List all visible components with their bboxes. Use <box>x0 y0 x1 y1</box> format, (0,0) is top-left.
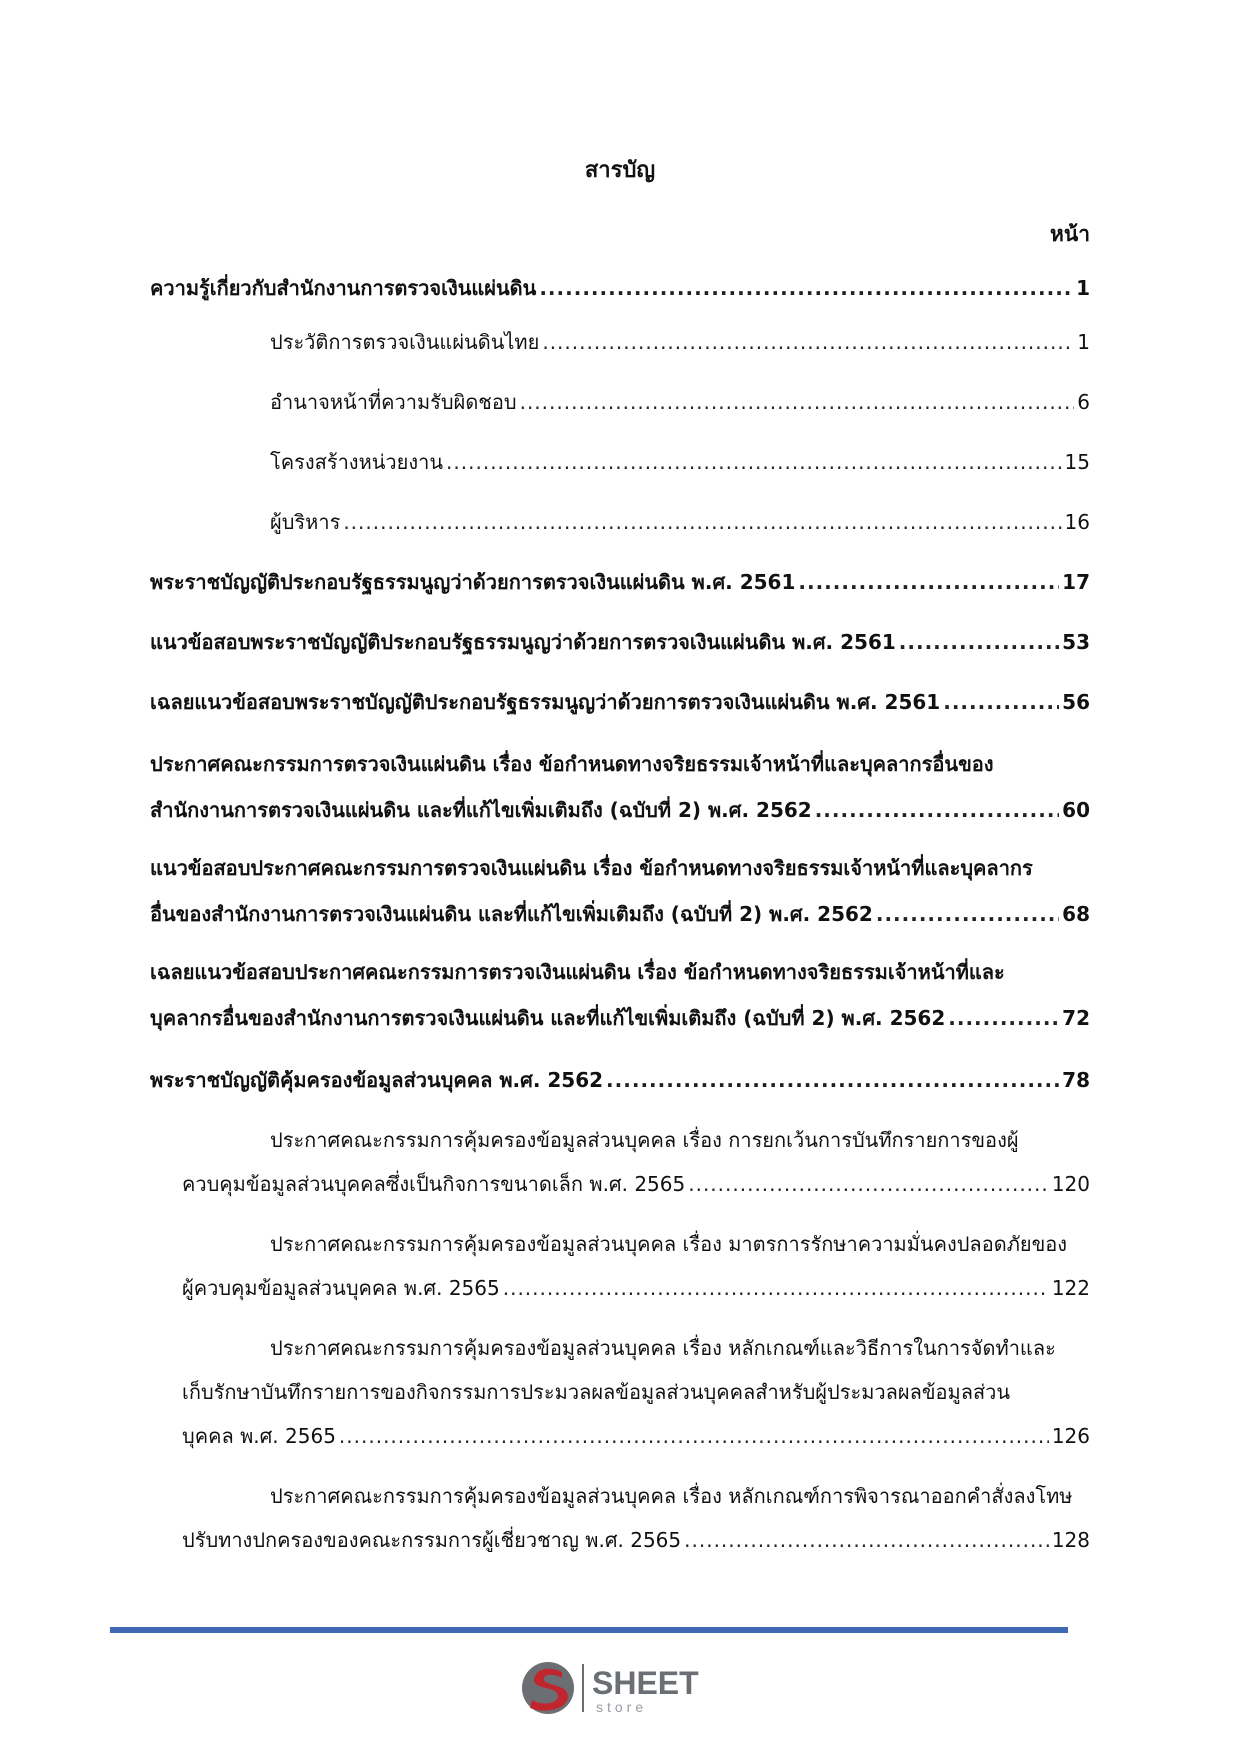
toc-entry[interactable] <box>150 752 1090 850</box>
toc-entry-page: 15 <box>1064 450 1090 474</box>
toc-entry-title: ประกาศคณะกรรมการคุ้มครองข้อมูลส่วนบุคคล เรื่อง การยกเว้นการบันทึกรายการของผู้ <box>270 1128 1019 1152</box>
toc-entry-page: 72 <box>1062 1006 1090 1030</box>
toc-subentry[interactable] <box>150 330 1090 382</box>
leader-dots <box>339 1424 1049 1448</box>
toc-entry-title-cont: ผู้ควบคุมข้อมูลส่วนบุคคล พ.ศ. 2565 <box>182 1276 500 1300</box>
leader-dots <box>343 510 1061 534</box>
sheet-store-logo <box>518 1658 728 1718</box>
toc-entry[interactable] <box>150 276 1090 328</box>
toc-entry-page: 56 <box>1062 690 1090 714</box>
page-column-header: หน้า <box>1050 222 1090 246</box>
toc-subentry[interactable] <box>150 1336 1090 1476</box>
leader-dots <box>684 1528 1049 1552</box>
logo-text: SHEET <box>592 1665 699 1701</box>
toc-entry-title: ประกาศคณะกรรมการคุ้มครองข้อมูลส่วนบุคคล เรื่อง หลักเกณฑ์และวิธีการในการจัดทำและ <box>270 1336 1056 1360</box>
toc-entry-page: 53 <box>1062 630 1090 654</box>
toc-subentry[interactable] <box>150 390 1090 442</box>
toc-subentry[interactable] <box>150 450 1090 502</box>
toc-entry[interactable] <box>150 570 1090 622</box>
toc-subentry[interactable] <box>150 510 1090 562</box>
toc-entry-page: 128 <box>1051 1528 1090 1552</box>
toc-entry-title: ผู้บริหาร <box>270 510 341 534</box>
toc-entry-title: แนวข้อสอบประกาศคณะกรรมการตรวจเงินแผ่นดิน เรื่อง ข้อกำหนดทางจริยธรรมเจ้าหน้าที่และบุคลากร <box>150 856 1033 880</box>
toc-entry-page: 68 <box>1062 902 1090 926</box>
leader-dots <box>876 902 1059 926</box>
toc-entry-title-cont: บุคลากรอื่นของสำนักงานการตรวจเงินแผ่นดิน และที่แก้ไขเพิ่มเติมถึง (ฉบับที่ 2) พ.ศ. 2562 <box>150 1006 946 1030</box>
toc-entry-page: 60 <box>1062 798 1090 822</box>
toc-entry-page: 126 <box>1051 1424 1090 1448</box>
toc-subentry[interactable] <box>150 1232 1090 1328</box>
toc-entry-title: ประกาศคณะกรรมการคุ้มครองข้อมูลส่วนบุคคล เรื่อง มาตรการรักษาความมั่นคงปลอดภัยของ <box>270 1232 1068 1256</box>
toc-entry-title-cont: อื่นของสำนักงานการตรวจเงินแผ่นดิน และที่แก้ไขเพิ่มเติมถึง (ฉบับที่ 2) พ.ศ. 2562 <box>150 902 873 926</box>
toc-entry-title: ประกาศคณะกรรมการคุ้มครองข้อมูลส่วนบุคคล เรื่อง หลักเกณฑ์การพิจารณาออกคำสั่งลงโทษ <box>270 1484 1073 1508</box>
leader-dots <box>798 570 1059 594</box>
toc-entry-page: 122 <box>1051 1276 1090 1300</box>
toc-entry[interactable] <box>150 856 1090 954</box>
toc-subentry[interactable] <box>150 1484 1090 1580</box>
toc-entry-page: 1 <box>1076 276 1090 300</box>
toc-entry-page: 78 <box>1062 1068 1090 1092</box>
leader-dots <box>899 630 1059 654</box>
toc-entry-page: 6 <box>1077 390 1090 414</box>
leader-dots <box>542 330 1074 354</box>
toc-entry-title: โครงสร้างหน่วยงาน <box>270 450 444 474</box>
toc-entry[interactable] <box>150 690 1090 742</box>
toc-entry-title: ความรู้เกี่ยวกับสำนักงานการตรวจเงินแผ่นดิน <box>150 276 537 300</box>
page-title: สารบัญ <box>584 158 656 183</box>
logo-subtext: store <box>596 1699 648 1715</box>
toc-entry-title-cont: เก็บรักษาบันทึกรายการของกิจกรรมการประมวลผลข้อมูลส่วนบุคคลสำหรับผู้ประมวลผลข้อมูลส่วน <box>182 1380 1011 1404</box>
leader-dots <box>503 1276 1049 1300</box>
toc-entry-page: 17 <box>1062 570 1090 594</box>
leader-dots <box>815 798 1059 822</box>
leader-dots <box>948 1006 1059 1030</box>
toc-subentry[interactable] <box>150 1128 1090 1224</box>
toc-entry[interactable] <box>150 630 1090 682</box>
toc-entry-page: 120 <box>1051 1172 1090 1196</box>
toc-entry-title: แนวข้อสอบพระราชบัญญัติประกอบรัฐธรรมนูญว่าด้วยการตรวจเงินแผ่นดิน พ.ศ. 2561 <box>150 630 896 654</box>
leader-dots <box>688 1172 1049 1196</box>
toc-entry-title-cont: บุคคล พ.ศ. 2565 <box>182 1424 336 1448</box>
toc-entry-page: 16 <box>1064 510 1090 534</box>
footer-rule <box>110 1627 1068 1633</box>
toc-entry-title-cont: สำนักงานการตรวจเงินแผ่นดิน และที่แก้ไขเพิ่มเติมถึง (ฉบับที่ 2) พ.ศ. 2562 <box>150 798 812 822</box>
toc-entry-title: พระราชบัญญัติประกอบรัฐธรรมนูญว่าด้วยการตรวจเงินแผ่นดิน พ.ศ. 2561 <box>150 570 796 594</box>
toc-entry-title: ประกาศคณะกรรมการตรวจเงินแผ่นดิน เรื่อง ข้อกำหนดทางจริยธรรมเจ้าหน้าที่และบุคลากรอื่นของ <box>150 752 994 776</box>
toc-entry-title: ประวัติการตรวจเงินแผ่นดินไทย <box>270 330 540 354</box>
leader-dots <box>446 450 1062 474</box>
toc-entry[interactable] <box>150 960 1090 1058</box>
toc-entry-page: 1 <box>1077 330 1090 354</box>
toc-entry[interactable] <box>150 1068 1090 1120</box>
toc-entry-title-cont: ปรับทางปกครองของคณะกรรมการผู้เชี่ยวชาญ พ.ศ. 2565 <box>182 1528 682 1552</box>
toc-entry-title: เฉลยแนวข้อสอบประกาศคณะกรรมการตรวจเงินแผ่นดิน เรื่อง ข้อกำหนดทางจริยธรรมเจ้าหน้าที่และ <box>150 960 1005 984</box>
toc-entry-title-cont: ควบคุมข้อมูลส่วนบุคคลซึ่งเป็นกิจการขนาดเล็ก พ.ศ. 2565 <box>182 1172 686 1196</box>
toc-entry-title: เฉลยแนวข้อสอบพระราชบัญญัติประกอบรัฐธรรมนูญว่าด้วยการตรวจเงินแผ่นดิน พ.ศ. 2561 <box>150 690 941 714</box>
leader-dots <box>520 390 1075 414</box>
leader-dots <box>539 276 1073 300</box>
leader-dots <box>943 690 1059 714</box>
logo-divider <box>582 1664 584 1712</box>
toc-entry-title: อำนาจหน้าที่ความรับผิดชอบ <box>270 390 517 414</box>
toc-entry-title: พระราชบัญญัติคุ้มครองข้อมูลส่วนบุคคล พ.ศ. 2562 <box>150 1068 604 1092</box>
leader-dots <box>606 1068 1059 1092</box>
